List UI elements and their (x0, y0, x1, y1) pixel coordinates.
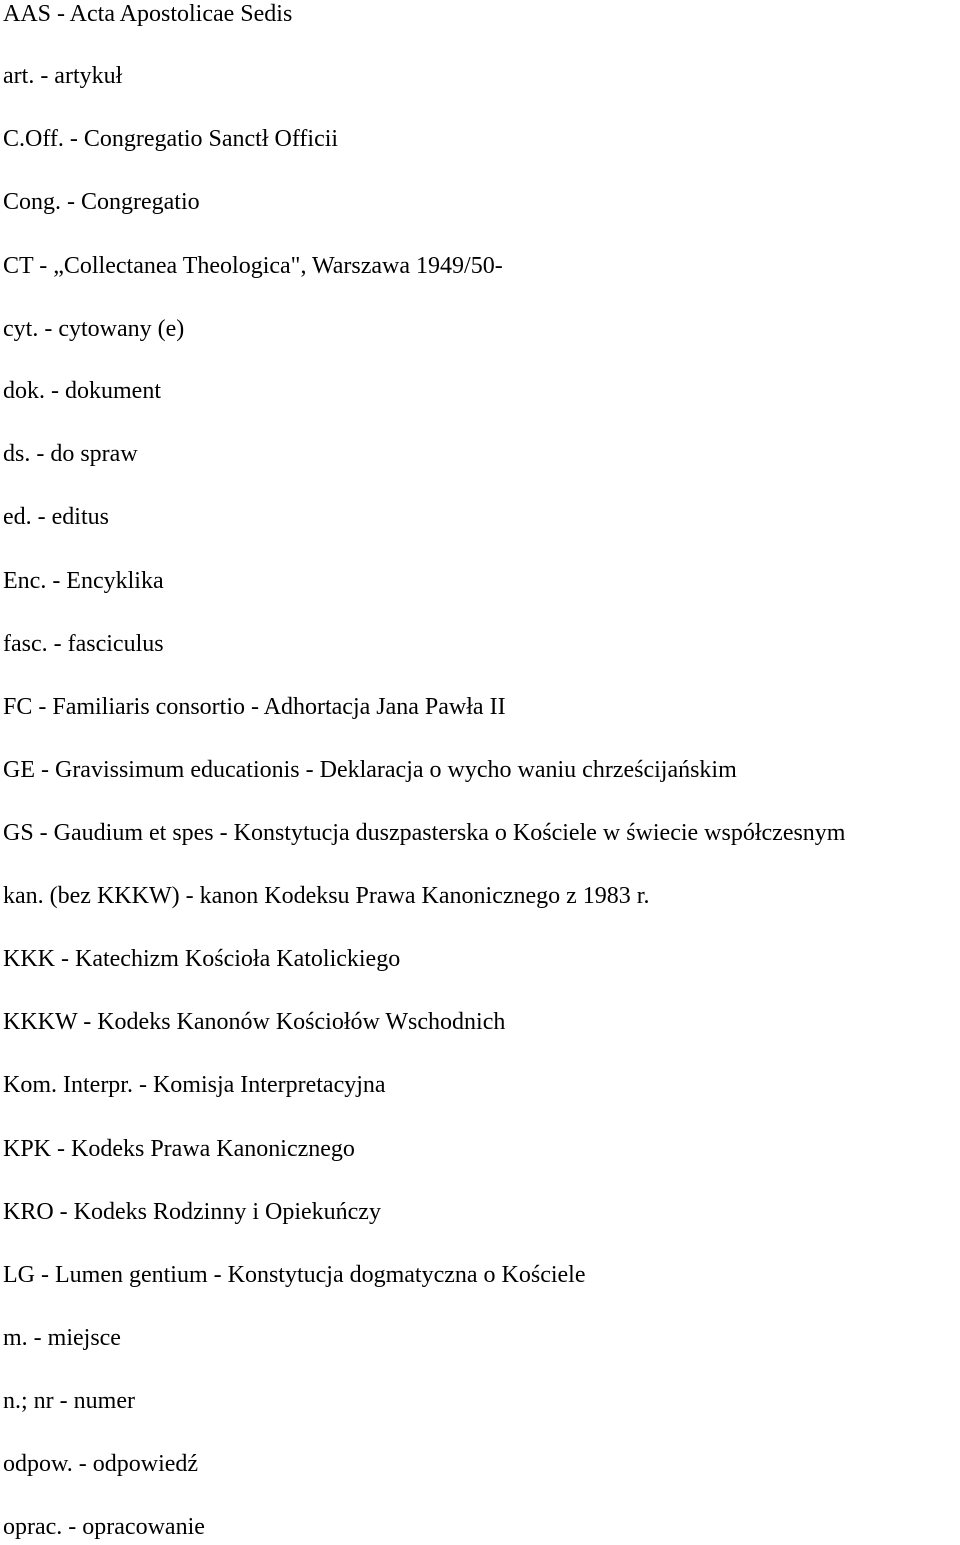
abbreviation-entry: m. - miejsce (3, 1325, 121, 1351)
abbreviation-entry: FC - Familiaris consortio - Adhortacja Jana Pawła II (3, 694, 506, 720)
abbreviation-entry: LG - Lumen gentium - Konstytucja dogmatyczna o Kościele (3, 1262, 586, 1288)
abbreviation-entry: KRO - Kodeks Rodzinny i Opiekuńczy (3, 1199, 381, 1225)
abbreviation-entry: KKKW - Kodeks Kanonów Kościołów Wschodnich (3, 1009, 506, 1035)
abbreviation-entry: kan. (bez KKKW) - kanon Kodeksu Prawa Kanonicznego z 1983 r. (3, 883, 650, 909)
abbreviation-entry: C.Off. - Congregatio Sanctł Officii (3, 126, 339, 152)
abbreviation-entry: Cong. - Congregatio (3, 189, 200, 215)
abbreviation-entry: KPK - Kodeks Prawa Kanonicznego (3, 1136, 355, 1162)
abbreviation-entry: AAS - Acta Apostolicae Sedis (3, 1, 293, 27)
abbreviation-entry: GS - Gaudium et spes - Konstytucja duszpasterska o Kościele w świecie współczesnym (3, 820, 846, 846)
abbreviation-entry: Kom. Interpr. - Komisja Interpretacyjna (3, 1072, 386, 1098)
abbreviation-entry: n.; nr - numer (3, 1388, 135, 1414)
abbreviation-entry: oprac. - opracowanie (3, 1514, 205, 1540)
abbreviation-entry: GE - Gravissimum educationis - Deklaracja o wycho waniu chrześcijańskim (3, 757, 737, 783)
abbreviation-entry: CT - „Collectanea Theologica", Warszawa 1949/50- (3, 253, 503, 279)
abbreviation-entry: odpow. - odpowiedź (3, 1451, 199, 1477)
abbreviation-entry: fasc. - fasciculus (3, 631, 164, 657)
abbreviation-entry: cyt. - cytowany (e) (3, 316, 185, 342)
abbreviation-entry: ds. - do spraw (3, 441, 138, 467)
abbreviation-entry: KKK - Katechizm Kościoła Katolickiego (3, 946, 401, 972)
abbreviation-entry: dok. - dokument (3, 378, 161, 404)
abbreviation-entry: Enc. - Encyklika (3, 568, 164, 594)
abbreviation-entry: ed. - editus (3, 504, 109, 530)
abbreviation-entry: art. - artykuł (3, 63, 123, 89)
